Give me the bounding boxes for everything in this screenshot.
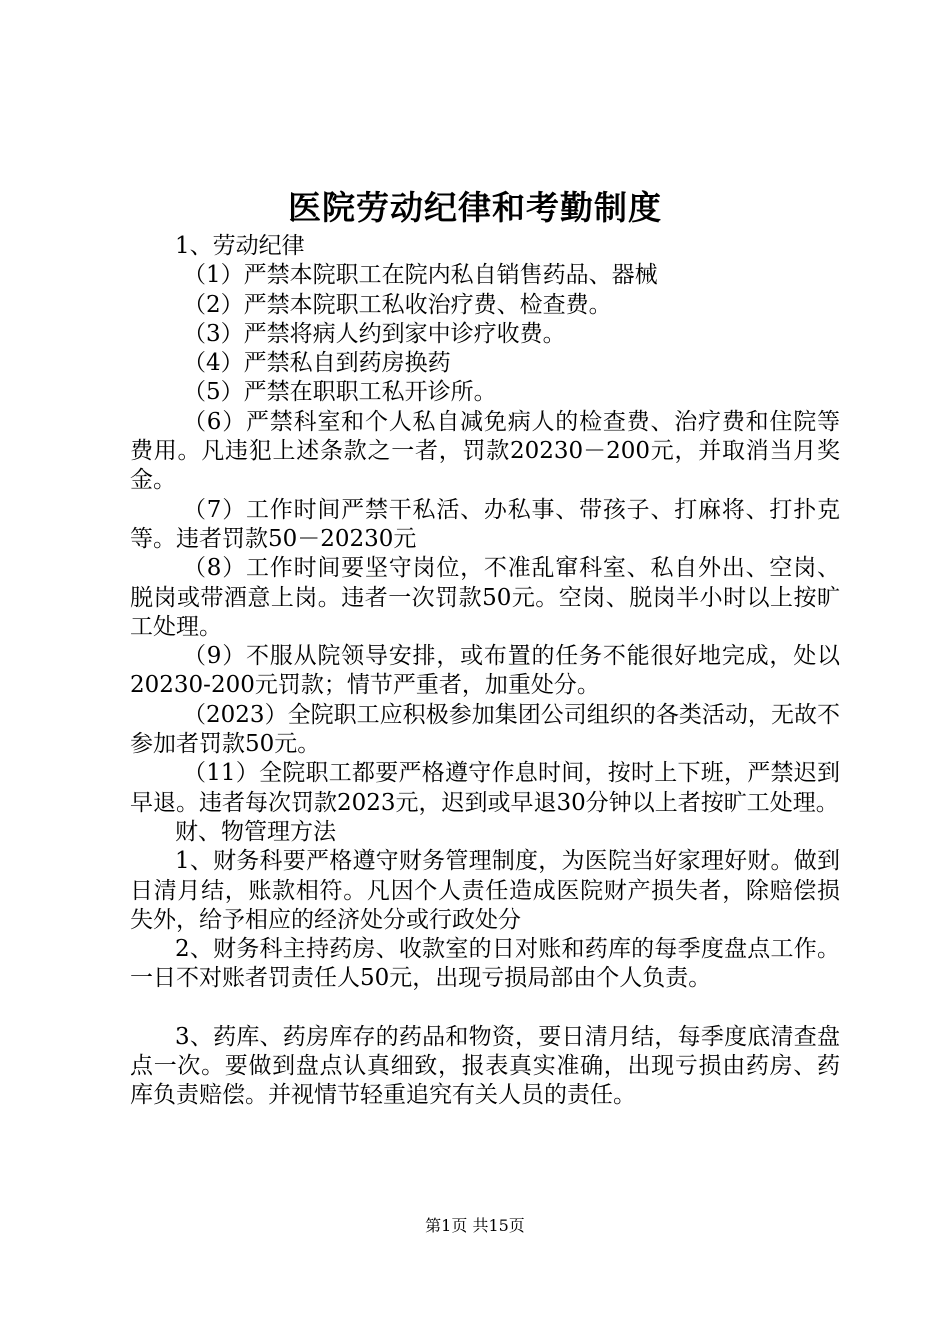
rule-item-2: （2）严禁本院职工私收治疗费、检查费。	[183, 291, 612, 318]
rule-item-4: （4）严禁私自到药房换药	[183, 350, 451, 377]
finance-rule-1: 1、财务科要严格遵守财务管理制度，为医院当好家理好财。做到日清月结，账款相符。凡因个人责任造成医院财产损失者，除赔偿损失外，给予相应的经济处分或行政处分	[130, 848, 840, 933]
document-body	[130, 232, 840, 1111]
rule-item-11: （11）全院职工都要严格遵守作息时间，按时上下班，严禁迟到早退。违者每次罚款2023元，迟到或早退30分钟以上者按旷工处理。	[130, 760, 840, 816]
rule-item-10: （2023）全院职工应积极参加集团公司组织的各类活动，无故不参加者罚款50元。	[130, 701, 840, 758]
rule-item-1: （1）严禁本院职工在院内私自销售药品、器械	[183, 262, 658, 289]
rule-item-7: （7）工作时间严禁干私活、办私事、带孩子、打麻将、打扑克等。违者罚款50－20230元	[130, 496, 840, 552]
document-title: 医院劳动纪律和考勤制度	[288, 188, 662, 227]
section-heading-finance: 财、物管理方法	[175, 818, 336, 845]
finance-rule-2: 2、财务科主持药房、收款室的日对账和药库的每季度盘点工作。一日不对账者罚责任人50元，出现亏损局部由个人负责。	[130, 936, 840, 992]
rule-item-5: （5）严禁在职职工私开诊所。	[183, 379, 497, 406]
finance-rule-3: 3、药库、药房库存的药品和物资，要日清月结，每季度底清查盘点一次。要做到盘点认真细致，报表真实准确，出现亏损由药房、药库负责赔偿。并视情节轻重追究有关人员的责任。	[130, 1023, 840, 1109]
rule-item-9: （9）不服从院领导安排，或布置的任务不能很好地完成，处以20230-200元罚款；情节严重者，加重处分。	[130, 643, 840, 699]
rule-item-8: （8）工作时间要坚守岗位，不准乱窜科室、私自外出、空岗、脱岗或带酒意上岗。违者一次罚款50元。空岗、脱岗半小时以上按旷工处理。	[130, 555, 840, 640]
rule-item-6: （6）严禁科室和个人私自减免病人的检查费、治疗费和住院等费用。凡违犯上述条款之一者，罚款20230－200元，并取消当月奖金。	[130, 408, 840, 494]
rule-item-3: （3）严禁将病人约到家中诊疗收费。	[183, 320, 566, 347]
section-heading-labor-discipline: 1、劳动纪律	[175, 233, 305, 259]
page-footer: 第1页 共15页	[425, 1216, 525, 1235]
